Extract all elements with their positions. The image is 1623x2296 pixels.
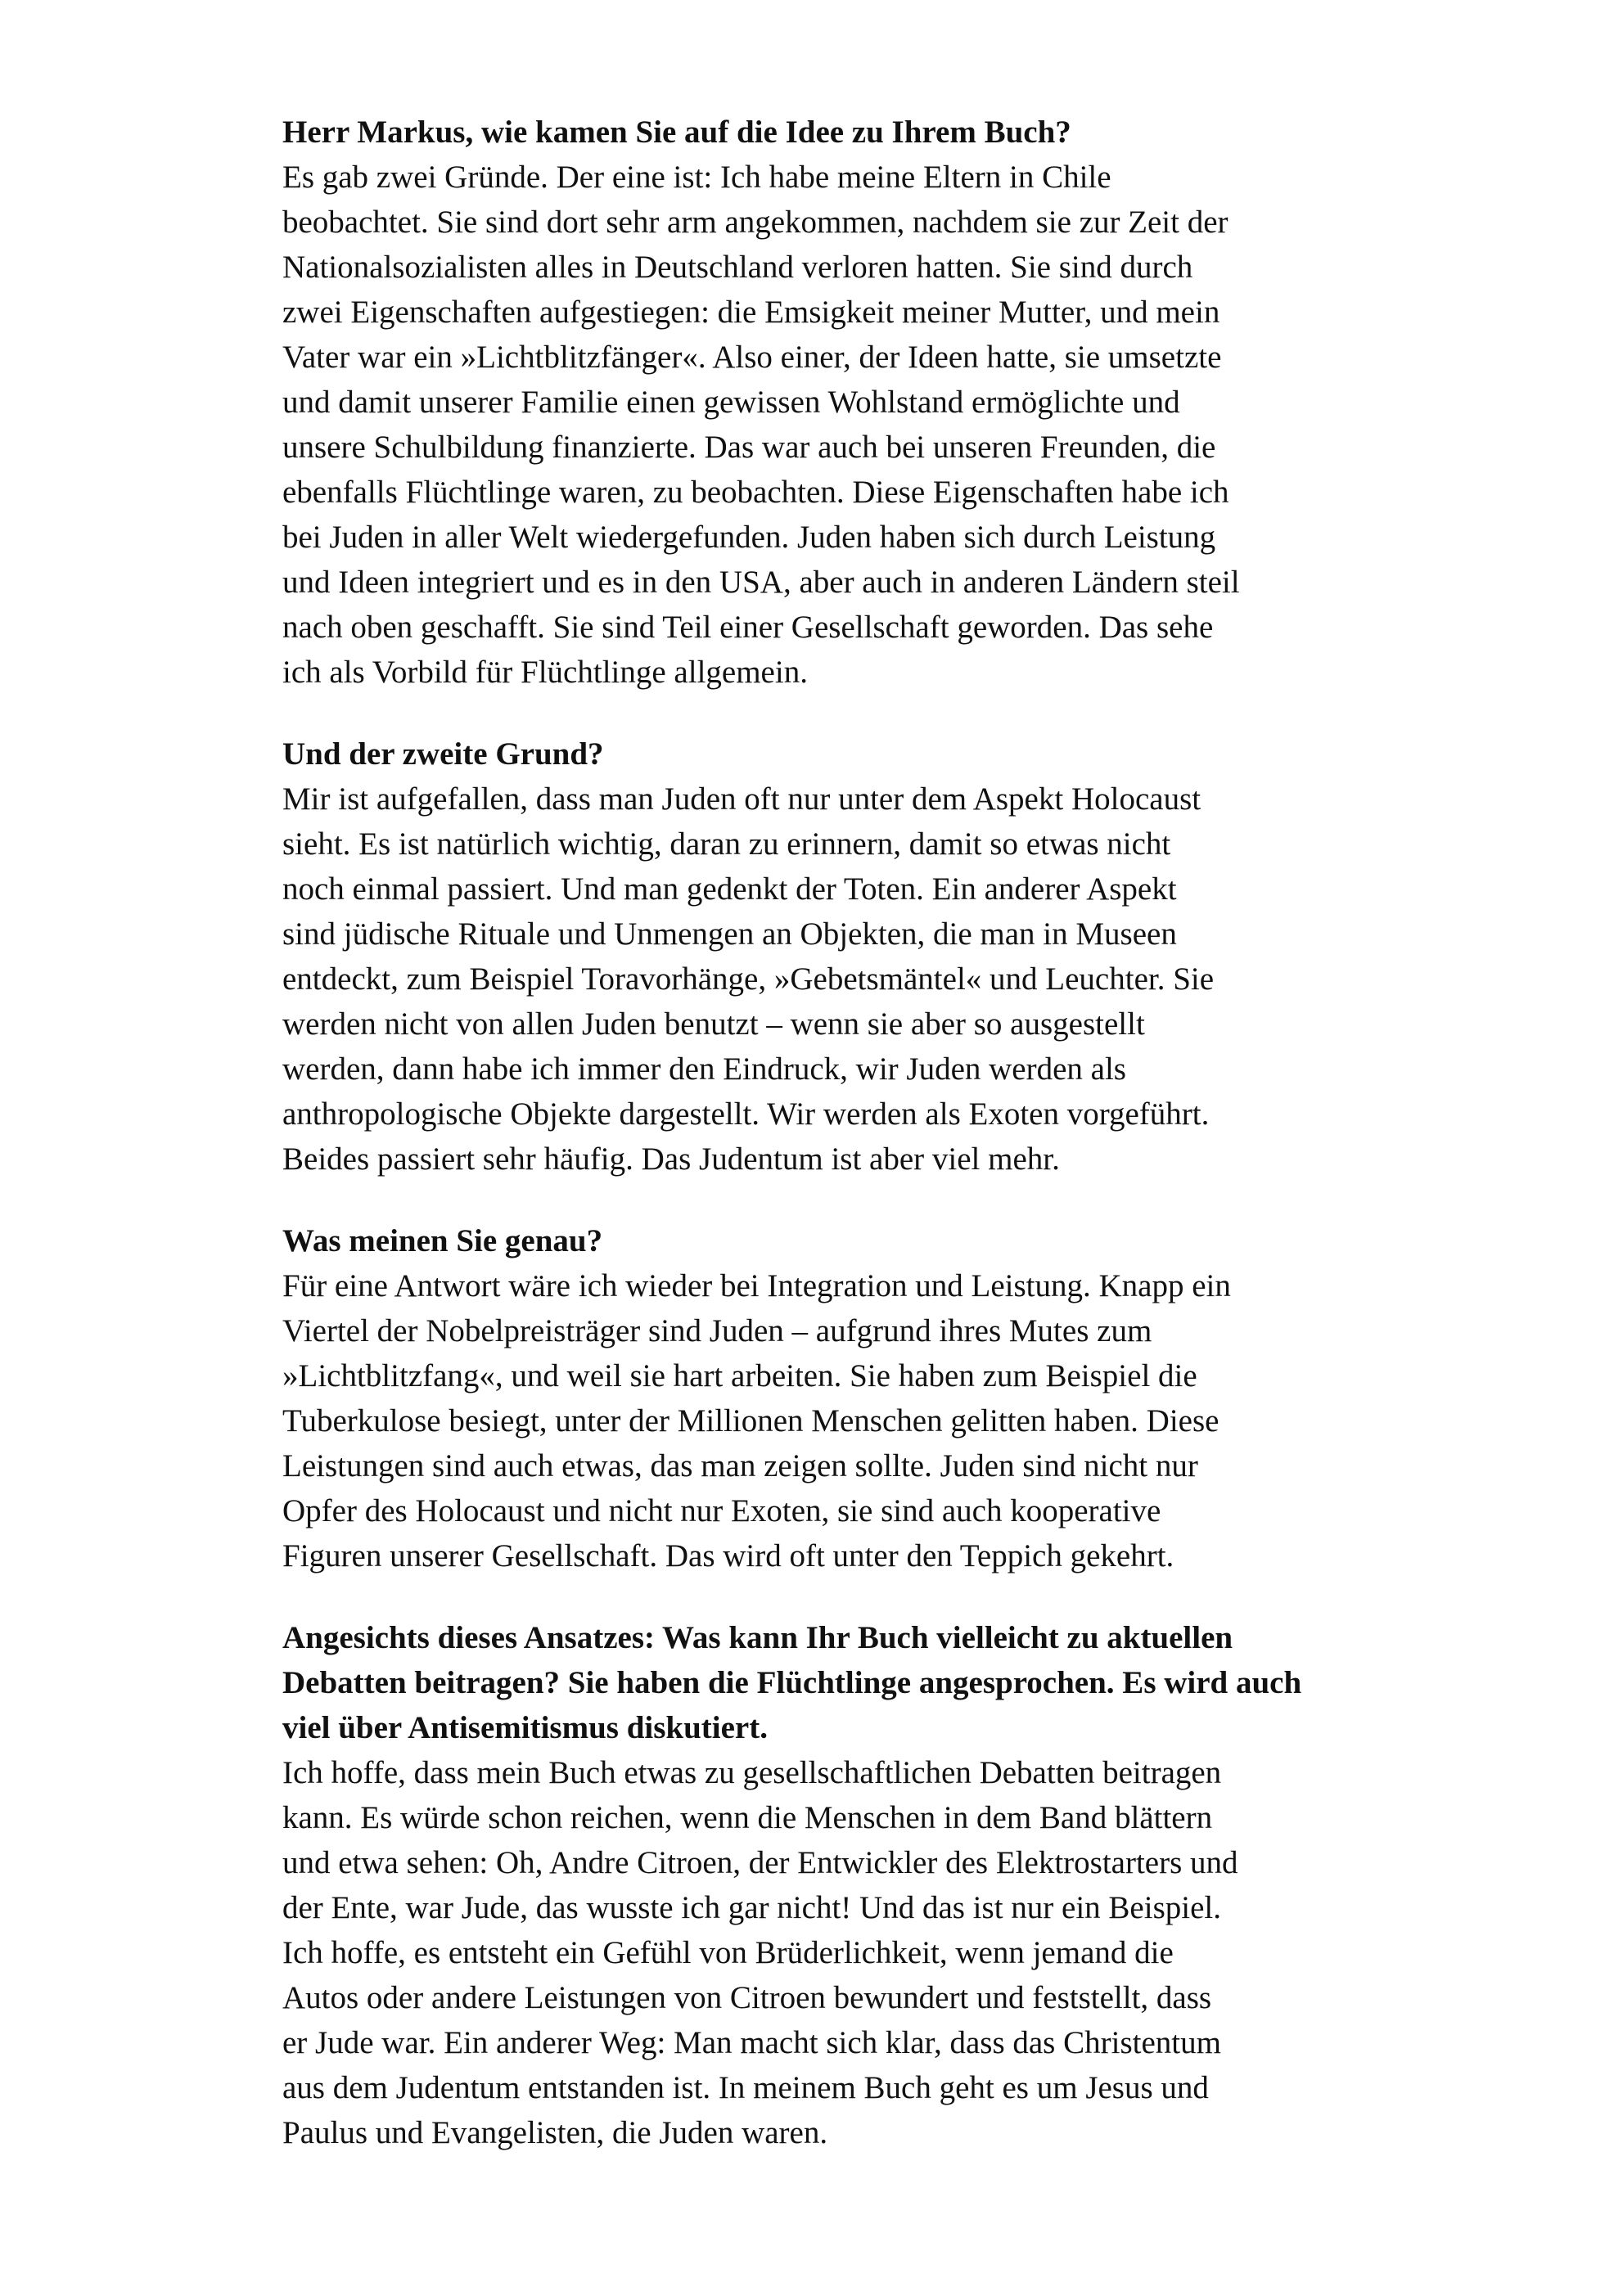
question-heading: Herr Markus, wie kamen Sie auf die Idee zu Ihrem Buch? xyxy=(282,115,1071,150)
question-heading: Und der zweite Grund? xyxy=(282,736,604,772)
qa-block-2 xyxy=(282,732,1346,1182)
qa-block-1 xyxy=(282,110,1346,695)
qa-block-3 xyxy=(282,1218,1346,1578)
answer-paragraph: Es gab zwei Gründe. Der eine ist: Ich habe meine Eltern in Chile beobachtet. Sie sind dort sehr arm angekommen, nachdem sie zur Zeit der Nationalsozialisten alles in Deutschland verloren hatten. Sie sind durch zwei Eigenschaften aufgestiegen: die Emsigkeit meiner Mutter, und mein Vater war ein »Lichtblitzfänger«. Also einer, der Ideen hatte, sie umsetzte und damit unserer Familie einen gewissen Wohlstand ermöglichte und unsere Schulbildung finanzierte. Das war auch bei unseren Freunden, die ebenfalls Flüchtlinge waren, zu beobachten. Diese Eigenschaften habe ich bei Juden in aller Welt wiedergefunden. Juden haben sich durch Leistung und Ideen integriert und es in den USA, aber auch in anderen Ländern steil nach oben geschafft. Sie sind Teil einer Gesellschaft geworden. Das sehe ich als Vorbild für Flüchtlinge allgemein. xyxy=(282,160,1240,690)
qa-block-4 xyxy=(282,1615,1346,2155)
answer-paragraph: Ich hoffe, dass mein Buch etwas zu gesellschaftlichen Debatten beitragen kann. Es würde schon reichen, wenn die Menschen in dem Band blättern und etwa sehen: Oh, Andre Citroen, der Entwickler des Elektrostarters und der Ente, war Jude, das wusste ich gar nicht! Und das ist nur ein Beispiel. Ich hoffe, es entsteht ein Gefühl von Brüderlichkeit, wenn jemand die Autos oder andere Leistungen von Citroen bewundert und feststellt, dass er Jude war. Ein anderer Weg: Man macht sich klar, dass das Christentum aus dem Judentum entstanden ist. In meinem Buch geht es um Jesus und Paulus und Evangelisten, die Juden waren. xyxy=(282,1755,1238,2150)
question-heading: Angesichts dieses Ansatzes: Was kann Ihr Buch vielleicht zu aktuellen Debatten beitragen? Sie haben die Flüchtlinge angesprochen. Es wird auch viel über Antisemitismus diskutiert. xyxy=(282,1620,1302,1745)
question-heading: Was meinen Sie genau? xyxy=(282,1223,603,1258)
interview-article xyxy=(282,110,1346,2155)
answer-paragraph: Mir ist aufgefallen, dass man Juden oft nur unter dem Aspekt Holocaust sieht. Es ist natürlich wichtig, daran zu erinnern, damit so etwas nicht noch einmal passiert. Und man gedenkt der Toten. Ein anderer Aspekt sind jüdische Rituale und Unmengen an Objekten, die man in Museen entdeckt, zum Beispiel Toravorhänge, »Gebetsmäntel« und Leuchter. Sie werden nicht von allen Juden benutzt – wenn sie aber so ausgestellt werden, dann habe ich immer den Eindruck, wir Juden werden als anthropologische Objekte dargestellt. Wir werden als Exoten vorgeführt. Beides passiert sehr häufig. Das Judentum ist aber viel mehr. xyxy=(282,781,1215,1177)
answer-paragraph: Für eine Antwort wäre ich wieder bei Integration und Leistung. Knapp ein Viertel der Nobelpreisträger sind Juden – aufgrund ihres Mutes zum »Lichtblitzfang«, und weil sie hart arbeiten. Sie haben zum Beispiel die Tuberkulose besiegt, unter der Millionen Menschen gelitten haben. Diese Leistungen sind auch etwas, das man zeigen sollte. Juden sind nicht nur Opfer des Holocaust und nicht nur Exoten, sie sind auch kooperative Figuren unserer Gesellschaft. Das wird oft unter den Teppich gekehrt. xyxy=(282,1268,1231,1573)
